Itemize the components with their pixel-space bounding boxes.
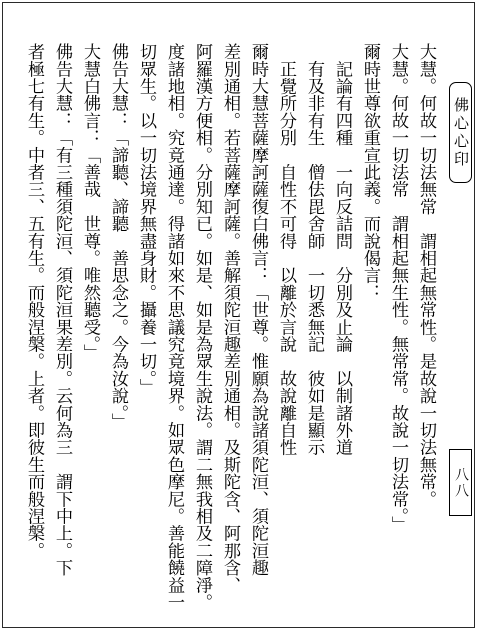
text-column: 阿羅漢方便相。分別知已。如是、如是為眾生說法。謂二無我相及二障淨。 xyxy=(192,43,212,611)
text-column: 度諸地相。究竟通達。得諸如來不思議究竟境界。如眾色摩尼。善能饒益一 xyxy=(164,43,184,611)
text-column: 者極七有生。中者三、五有生。而般涅槃。上者。即彼生而般涅槃。 xyxy=(24,43,44,559)
text-column: 切眾生。以一切法境界無盡身財。攝養一切。」 xyxy=(136,43,156,396)
text-column: 佛告大慧：「諦聽、諦聽 善思念之。今為汝說。」 xyxy=(108,43,128,430)
book-title-tab: 佛心心印 xyxy=(449,82,472,183)
text-column: 佛告大慧：「有三種須陀洹、須陀洹果差別。云何為三 謂下中上。下 xyxy=(52,43,72,577)
verse-column: 記論有四種 一向反詰問 分別及止論 以制諸外道 xyxy=(332,43,352,456)
text-column: 爾時世尊欲重宣此義。而說偈言： xyxy=(360,43,380,301)
text-column: 大慧。何故一切法常 謂相起無生性。無常常。故說一切法常。」 xyxy=(388,43,408,534)
text-column: 大慧白佛言：「善哉 世尊。唯然聽受。」 xyxy=(80,43,100,362)
text-column: 爾時大慧菩薩摩訶薩復白佛言：「世尊。惟願為說諸須陀洹、須陀洹趣 xyxy=(248,43,268,577)
sutra-text-body xyxy=(20,43,440,621)
page-number-tab: 八八 xyxy=(449,449,472,516)
text-column: 大慧。何故一切法無常 謂相起無常性。是故說一切法無常。 xyxy=(416,43,436,508)
text-column: 差別通相。若菩薩摩訶薩。善解須陀洹趣差別通相。及斯陀含、阿那含、 xyxy=(220,43,240,594)
verse-column: 有及非有生 僧佉毘舍師 一切悉無記 彼如是顯示 xyxy=(304,43,324,456)
verse-column: 正覺所分別 自性不可得 以離於言說 故說離自性 xyxy=(276,43,296,456)
